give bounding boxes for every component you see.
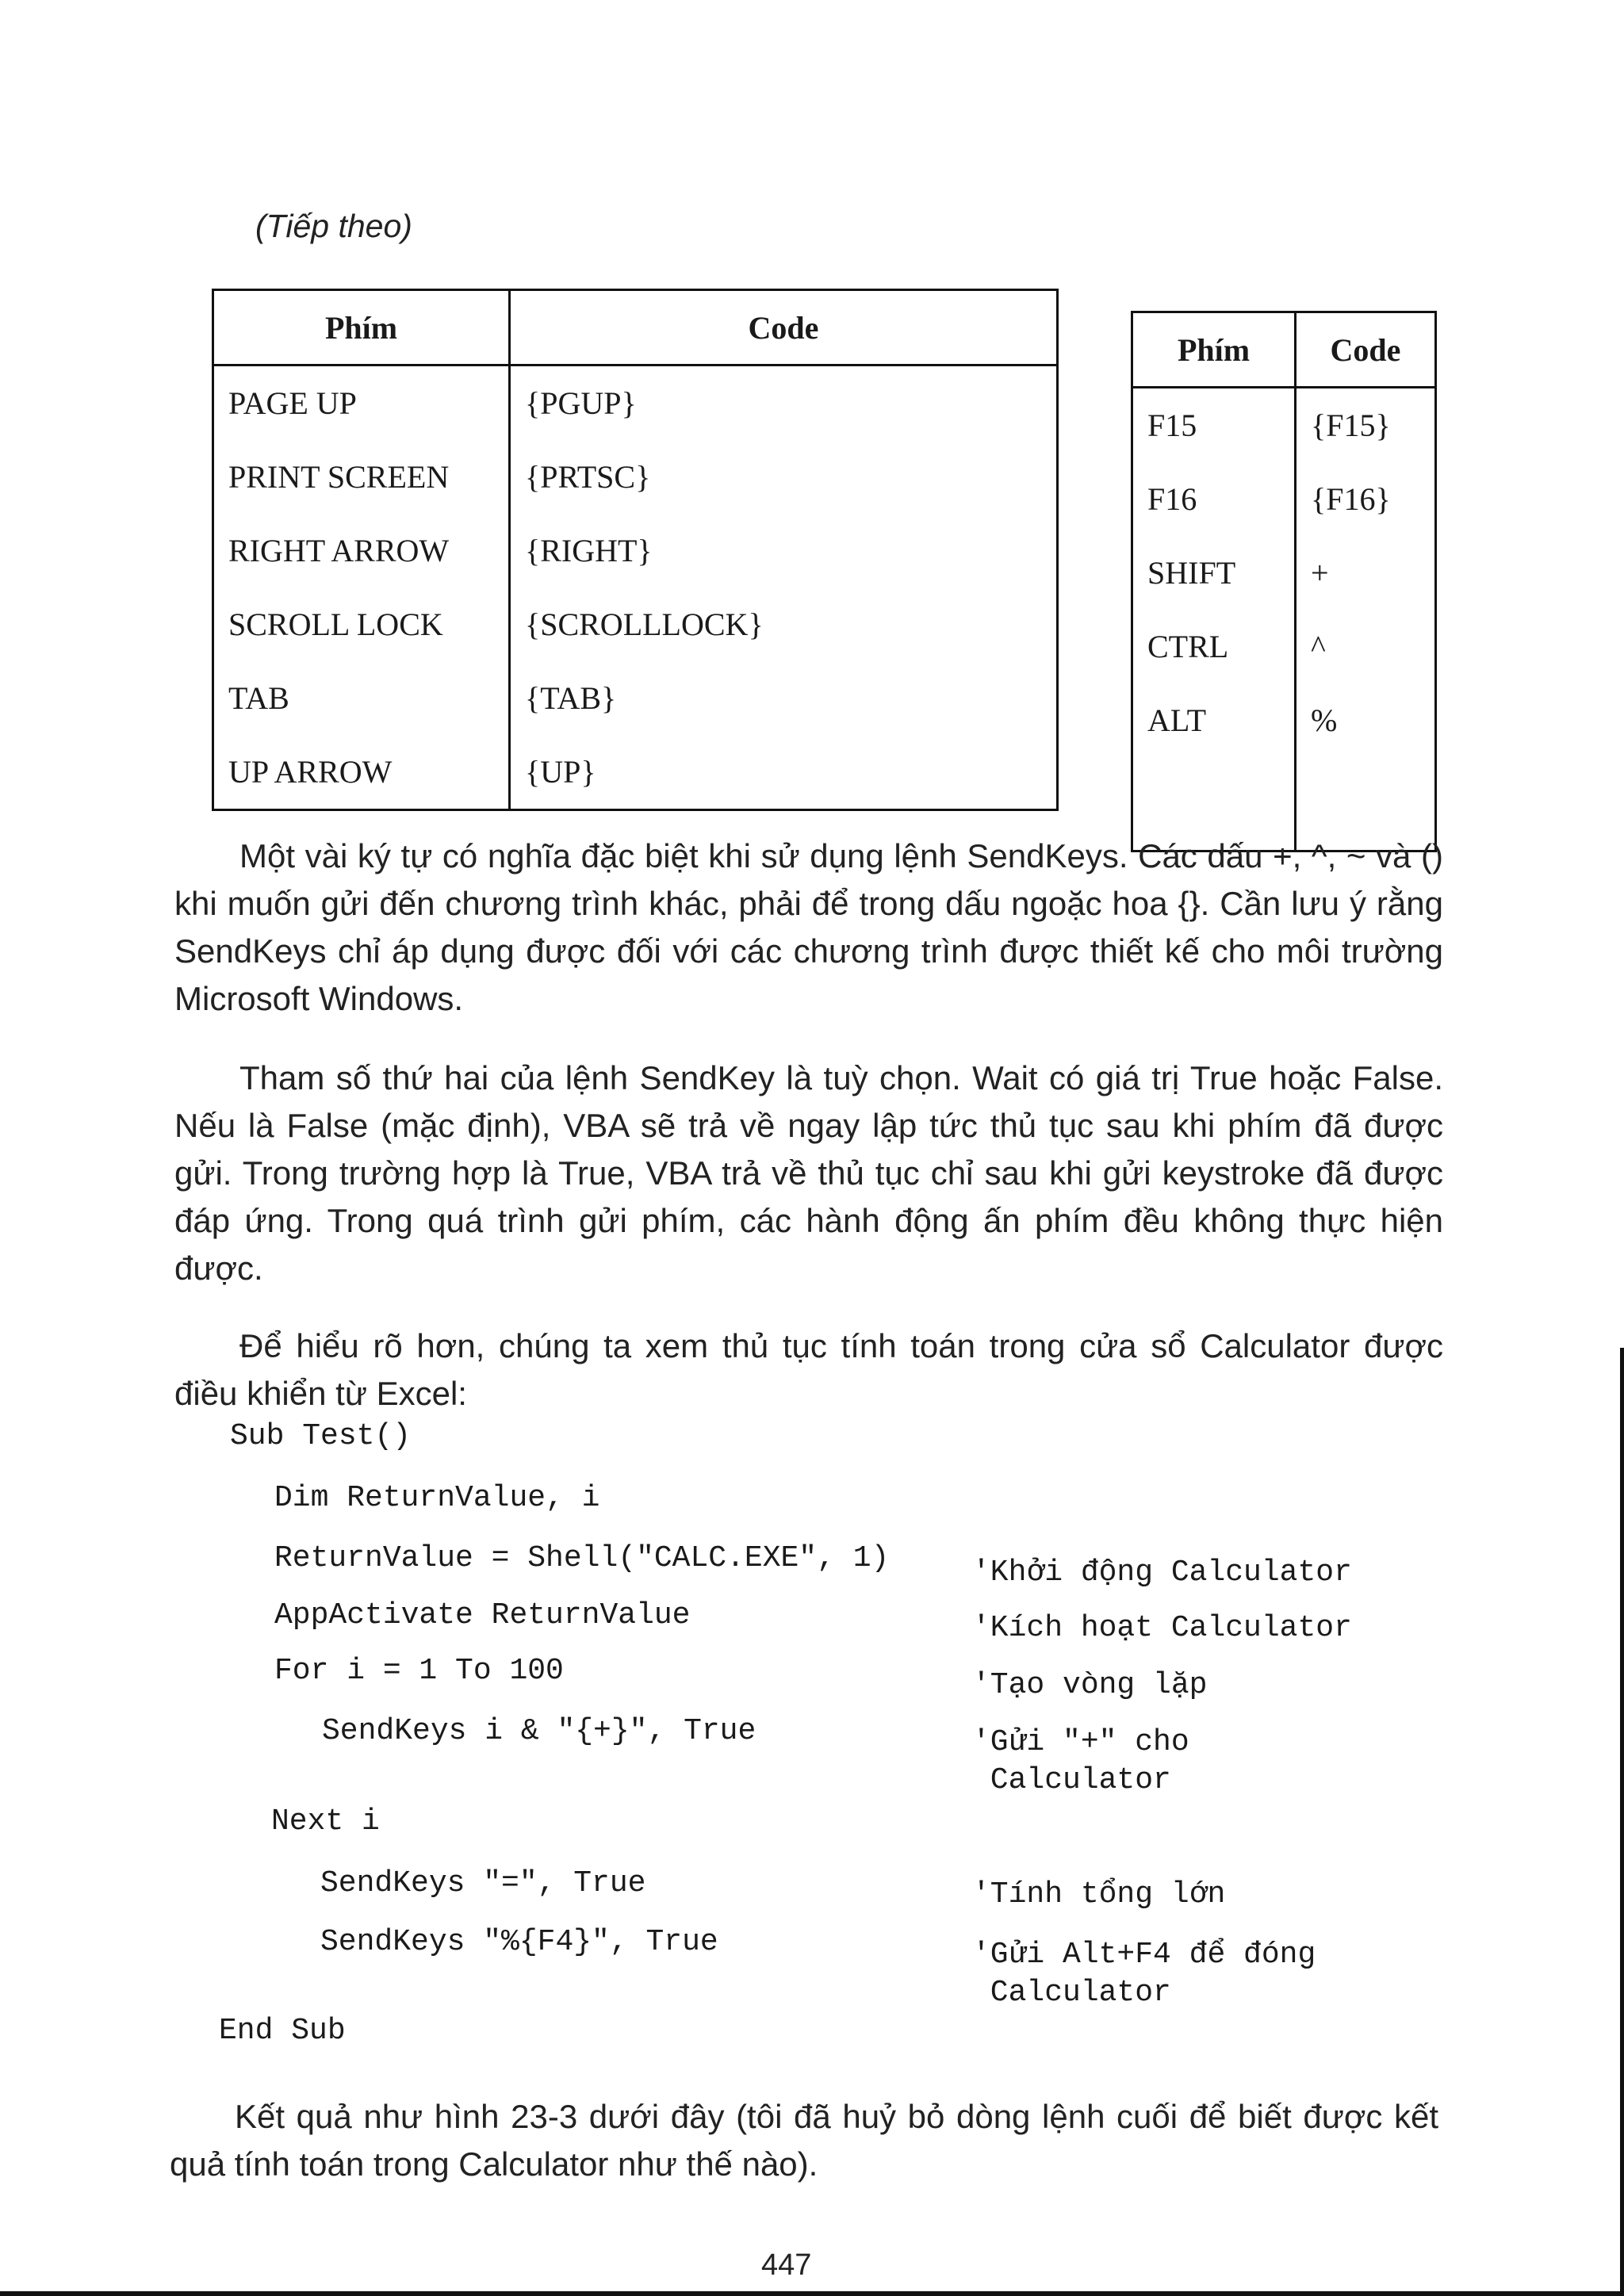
code-comment-send-plus: 'Gửi "+" cho Calculator <box>972 1725 1189 1797</box>
paragraph-wait-parameter: Tham số thứ hai của lệnh SendKey là tuỳ chọn. Wait có giá trị True hoặc False. Nếu là False (mặc định), VBA sẽ trả về ngay lập tức thủ tục sau khi phím đã được gửi. Trong trường hợp là True, VBA trả về thủ tục chỉ sau khi gửi keystroke đã được đáp ứng. Trong quá trình gửi phím, các hành động ấn phím đều không thực hiện được. <box>174 1059 1443 1287</box>
key-cell: F16 <box>1132 462 1296 536</box>
key-cell: F15 <box>1132 388 1296 463</box>
code-line-activate: AppActivate ReturnValue <box>274 1598 691 1632</box>
key-cell: SHIFT <box>1132 536 1296 610</box>
table-row <box>213 514 1058 587</box>
code-cell: {UP} <box>525 754 596 790</box>
code-comment-activate: 'Kích hoạt Calculator <box>972 1611 1352 1645</box>
code-line-send-eq: SendKeys "=", True <box>320 1866 646 1900</box>
key-code-table-right <box>1131 311 1437 852</box>
code-line-next: Next i <box>271 1804 380 1839</box>
table-row <box>213 661 1058 735</box>
key-cell: CTRL <box>1132 610 1296 683</box>
column-header-key: Phím <box>213 290 510 365</box>
code-line-for: For i = 1 To 100 <box>274 1654 564 1688</box>
code-cell: {PRTSC} <box>525 459 651 495</box>
table-row <box>213 587 1058 661</box>
table-header-row <box>1132 312 1436 388</box>
code-comment-send-close: 'Gửi Alt+F4 để đóng Calculator <box>972 1938 1316 2010</box>
paragraph-result: Kết quả như hình 23-3 dưới đây (tôi đã huỷ bỏ dòng lệnh cuối để biết được kết quả tính toán trong Calculator như thế nào). <box>170 2098 1438 2183</box>
code-cell: {SCROLLLOCK} <box>525 607 764 642</box>
code-cell: {F16} <box>1311 481 1391 517</box>
page-edge-right <box>1620 1348 1624 2296</box>
code-line-shell: ReturnValue = Shell("CALC.EXE", 1) <box>274 1541 890 1575</box>
key-cell: TAB <box>213 661 510 735</box>
code-line-sub-close: End Sub <box>219 2014 346 2048</box>
code-cell: ^ <box>1311 629 1326 664</box>
paragraph-special-characters: Một vài ký tự có nghĩa đặc biệt khi sử dụng lệnh SendKeys. Các dấu +, ^, ~ và () khi muốn gửi đến chương trình khác, phải để trong dấu ngoặc hoa {}. Cần lưu ý rằng SendKeys chỉ áp dụng được đối với các chương trình được thiết kế cho môi trường Microsoft Windows. <box>174 837 1443 1017</box>
key-cell: PRINT SCREEN <box>213 440 510 514</box>
table-header-row <box>213 290 1058 365</box>
code-cell: {PGUP} <box>525 385 637 421</box>
code-cell: {F15} <box>1311 408 1391 443</box>
table-row <box>213 365 1058 441</box>
table-caption: (Tiếp theo) <box>255 208 412 244</box>
column-header-code: Code <box>510 290 1058 365</box>
code-line-send-plus: SendKeys i & "{+}", True <box>322 1714 756 1748</box>
code-comment-shell: 'Khởi động Calculator <box>972 1556 1352 1590</box>
code-line-send-close: SendKeys "%{F4}", True <box>320 1925 718 1959</box>
code-line-sub-open: Sub Test() <box>230 1419 412 1453</box>
table-row <box>1132 388 1436 463</box>
code-cell: {RIGHT} <box>525 533 653 568</box>
code-comment-for: 'Tạo vòng lặp <box>972 1668 1208 1702</box>
key-cell: RIGHT ARROW <box>213 514 510 587</box>
key-cell: ALT <box>1132 683 1296 757</box>
table-row <box>1132 536 1436 610</box>
code-line-dim: Dim ReturnValue, i <box>274 1481 600 1515</box>
key-cell: SCROLL LOCK <box>213 587 510 661</box>
paragraph-calculator-intro: Để hiểu rõ hơn, chúng ta xem thủ tục tính toán trong cửa sổ Calculator được điều khiển từ Excel: <box>174 1327 1443 1412</box>
table-row <box>1132 610 1436 683</box>
page-number: 447 <box>761 2248 812 2282</box>
code-cell: {TAB} <box>525 680 617 716</box>
column-header-code: Code <box>1296 312 1436 388</box>
table-row <box>1132 462 1436 536</box>
code-cell: % <box>1311 702 1338 738</box>
key-cell: UP ARROW <box>213 735 510 810</box>
table-row <box>1132 683 1436 757</box>
page-edge-bottom <box>0 2291 1624 2296</box>
code-cell: + <box>1311 555 1329 591</box>
table-row <box>213 735 1058 810</box>
code-comment-send-eq: 'Tính tổng lớn <box>972 1877 1226 1911</box>
key-cell: PAGE UP <box>213 365 510 441</box>
key-code-table-left <box>212 289 1059 811</box>
column-header-key: Phím <box>1132 312 1296 388</box>
table-row <box>213 440 1058 514</box>
